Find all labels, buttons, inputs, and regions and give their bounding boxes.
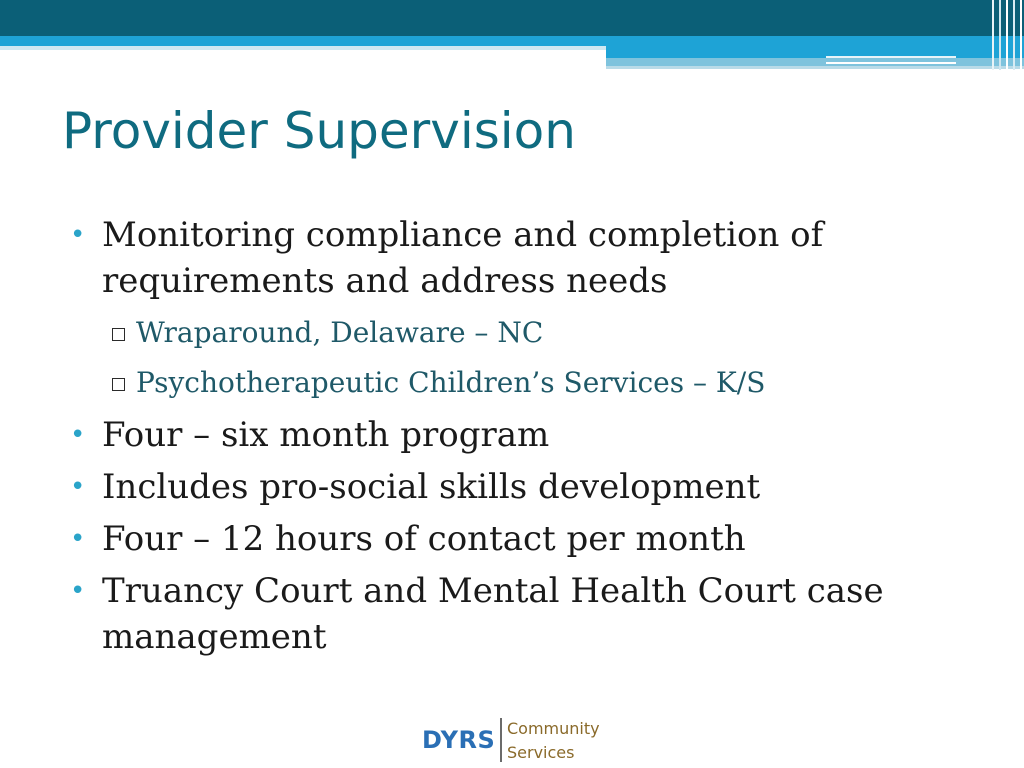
header-vertical-line [1006,0,1008,70]
sub-bullet-list [70,308,970,408]
dyrs-logo [418,712,608,764]
header-vertical-line [1020,0,1022,70]
logo-secondary-line2: Services [507,743,575,762]
bullet-text: Truancy Court and Mental Health Court case management [102,571,884,657]
bullet-text: Four – six month program [102,415,550,455]
header-vertical-line [992,0,994,70]
bullet-dot-icon: • [70,420,86,450]
bullet-item [70,568,970,660]
slide-title: Provider Supervision [62,102,576,160]
header-vertical-line [999,0,1001,70]
header-band-right-step [606,36,1024,58]
bullet-list [70,212,970,666]
square-bullet-icon [112,378,125,391]
header-vertical-line [1013,0,1015,70]
logo-primary-text: DYRS [422,726,496,754]
bullet-item [70,412,970,458]
header-band-highlight [826,62,956,64]
bullet-text: Includes pro-social skills development [102,467,761,507]
header-vertical-lines [990,0,1024,70]
sub-bullet-item [70,358,970,408]
bullet-dot-icon: • [70,524,86,554]
header-band-right-step-edge [606,66,1024,69]
bullet-dot-icon: • [70,576,86,606]
bullet-dot-icon: • [70,472,86,502]
sub-bullet-item [70,308,970,358]
logo-divider [500,718,502,762]
bullet-text: Monitoring compliance and completion of requirements and address needs [102,215,824,301]
bullet-item [70,212,970,304]
logo-secondary-line1: Community [507,719,600,738]
header-band-dark [0,0,1024,36]
bullet-item [70,464,970,510]
square-bullet-icon [112,328,125,341]
header-band-highlight-upper [826,56,956,58]
header-band-right-step-lower [606,58,1024,66]
sub-bullet-text: Psychotherapeutic Children’s Services – K/S [136,366,766,399]
bullet-dot-icon: • [70,220,86,250]
bullet-item [70,516,970,562]
bullet-text: Four – 12 hours of contact per month [102,519,746,559]
sub-bullet-text: Wraparound, Delaware – NC [136,316,544,349]
